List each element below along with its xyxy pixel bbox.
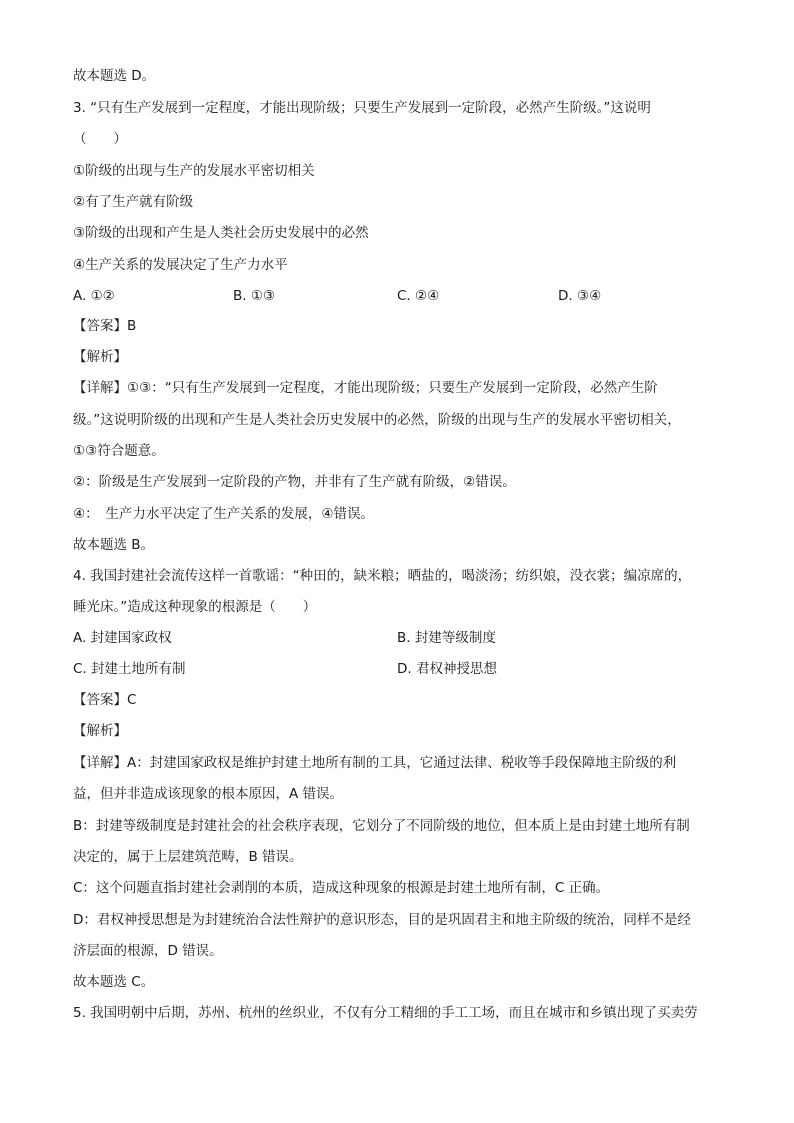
text-line: 故本题选 D。 xyxy=(73,68,156,84)
question-5-stem: 5. 我国明朝中后期，苏州、杭州的丝织业，不仅有分工精细的手工工场，而且在城市和乡镇出现了买卖劳 xyxy=(73,1005,698,1021)
q4-option-a: A. 封建国家政权 xyxy=(73,630,172,646)
detail-line: ②：阶级是生产发展到一定阶段的产物，并非有了生产就有阶级，②错误。 xyxy=(73,474,516,490)
q3-option-d: D. ③④ xyxy=(558,288,602,304)
statement-1: ①阶级的出现与生产的发展水平密切相关 xyxy=(73,163,315,179)
detail-line: 级。”这说明阶级的出现和产生是人类社会历史发展中的必然，阶级的出现与生产的发展水平密切相关， xyxy=(73,412,681,428)
answer-label: 【答案】B xyxy=(73,318,137,334)
detail-line: ④： 生产力水平决定了生产关系的发展，④错误。 xyxy=(73,506,374,522)
q4-option-c: C. 封建土地所有制 xyxy=(73,661,186,677)
question-4-stem: 睡光床。”造成这种现象的根源是（ ） xyxy=(73,599,317,615)
detail-line: 决定的，属于上层建筑范畴，B 错误。 xyxy=(73,849,303,865)
question-4-stem: 4. 我国封建社会流传这样一首歌谣：“种田的，缺米粮；晒盐的，喝淡汤；纺织娘，没衣裳；编凉席的， xyxy=(73,568,692,584)
question-3-stem: 3. “只有生产发展到一定程度，才能出现阶级；只要生产发展到一定阶段，必然产生阶级。”这说明 xyxy=(73,100,651,116)
statement-2: ②有了生产就有阶级 xyxy=(73,194,194,210)
analysis-label: 【解析】 xyxy=(73,349,127,365)
q3-option-b: B. ①③ xyxy=(233,288,276,304)
conclusion-line: 故本题选 C。 xyxy=(73,974,155,990)
answer-label: 【答案】C xyxy=(73,692,137,708)
detail-line: B：封建等级制度是封建社会的社会秩序表现，它划分了不同阶级的地位，但本质上是由封建土地所有制 xyxy=(73,818,690,834)
q3-option-c: C. ②④ xyxy=(397,288,440,304)
detail-line: 【详解】①③：“只有生产发展到一定程度，才能出现阶级；只要生产发展到一定阶段，必然产生阶 xyxy=(73,380,658,396)
detail-line: D：君权神授思想是为封建统治合法性辩护的意识形态，目的是巩固君主和地主阶级的统治，同样不是经 xyxy=(73,912,691,928)
analysis-label: 【解析】 xyxy=(73,723,127,739)
answer-parentheses: （ ） xyxy=(73,131,127,147)
statement-4: ④生产关系的发展决定了生产力水平 xyxy=(73,257,288,273)
detail-line: 【详解】A：封建国家政权是维护封建土地所有制的工具，它通过法律、税收等手段保障地主阶级的利 xyxy=(73,755,677,771)
q4-option-b: B. 封建等级制度 xyxy=(397,630,496,646)
q3-option-a: A. ①② xyxy=(73,288,115,304)
detail-line: C：这个问题直指封建社会剥削的本质，造成这种现象的根源是封建土地所有制，C 正确。 xyxy=(73,880,610,896)
detail-line: 益，但并非造成该现象的根本原因，A 错误。 xyxy=(73,786,344,802)
q4-option-d: D. 君权神授思想 xyxy=(397,661,497,677)
detail-line: 济层面的根源，D 错误。 xyxy=(73,943,223,959)
statement-3: ③阶级的出现和产生是人类社会历史发展中的必然 xyxy=(73,225,369,241)
conclusion-line: 故本题选 B。 xyxy=(73,537,155,553)
detail-line: ①③符合题意。 xyxy=(73,443,165,459)
